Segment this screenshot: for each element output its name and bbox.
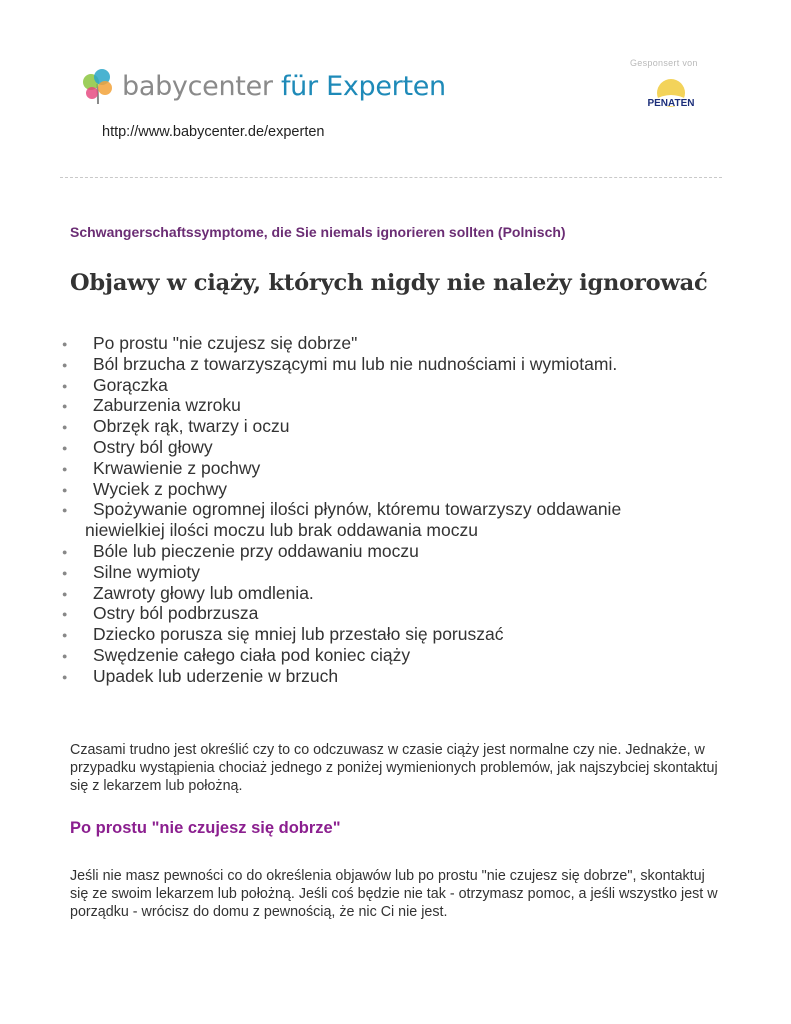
bullet-icon: ● [62, 359, 68, 370]
list-item-text: Spożywanie ogromnej ilości płynów, któremu towarzyszy oddawanie [93, 499, 622, 520]
list-item [60, 499, 700, 541]
list-item-text-continued: niewielkiej ilości moczu lub brak oddawania moczu [85, 520, 478, 541]
intro-paragraph: Czasami trudno jest określić czy to co odczuwasz w czasie ciąży jest normalne czy nie. Jednakże, w przypadku wystąpienia chociaż jednego z poniżej wymienionych problemów, jak najszybciej skontaktuj się z lekarzem lub położną. [70, 742, 718, 794]
list-item-text: Po prostu "nie czujesz się dobrze" [93, 333, 358, 353]
list-item-text: Upadek lub uderzenie w brzuch [93, 665, 339, 686]
section-heading: Po prostu "nie czujesz się dobrze" [70, 819, 341, 837]
bullet-icon: ● [62, 609, 68, 620]
sponsor-label: Gesponsert von [630, 58, 698, 68]
list-item [60, 333, 700, 354]
list-item [60, 458, 700, 479]
bullet-icon: ● [62, 484, 68, 495]
list-item [60, 603, 700, 624]
list-item [60, 395, 700, 416]
logo-word-baby: baby [122, 70, 188, 102]
header-divider [60, 177, 722, 178]
tree-logo-icon [80, 66, 116, 106]
bullet-icon: ● [62, 630, 68, 641]
logo-word-experten: für Experten [272, 70, 446, 102]
list-item-text: Swędzenie całego ciała pod koniec ciąży [93, 644, 411, 665]
list-item [60, 583, 700, 604]
bullet-icon: ● [62, 442, 68, 453]
list-item [60, 479, 700, 500]
bullet-icon: ● [62, 546, 68, 557]
list-item-text: Ból brzucha z towarzyszącymi mu lub nie nudnościami i wymiotami. [93, 353, 618, 374]
list-item-text: Krwawienie z pochwy [93, 457, 261, 478]
list-item [60, 416, 700, 437]
symptom-list [60, 333, 700, 687]
list-item-text: Bóle lub pieczenie przy oddawaniu moczu [93, 540, 419, 561]
sponsor-logo-text: PENATEN [647, 98, 695, 109]
list-item-text: Zaburzenia wzroku [93, 395, 241, 416]
list-item-text: Silne wymioty [93, 561, 200, 582]
list-item-text: Obrzęk rąk, twarzy i oczu [93, 416, 290, 437]
list-item-text: Zawroty głowy lub omdlenia. [93, 582, 314, 603]
bullet-icon: ● [62, 422, 68, 433]
bullet-icon: ● [62, 567, 68, 578]
bullet-icon: ● [62, 463, 68, 474]
list-item-text: Ostry ból podbrzusza [93, 603, 259, 624]
bullet-icon: ● [62, 380, 68, 391]
bullet-icon: ● [62, 588, 68, 599]
list-item [60, 354, 700, 375]
bullet-icon: ● [62, 671, 68, 682]
site-url-link[interactable]: http://www.babycenter.de/experten [102, 124, 325, 140]
logo-word-center: center [187, 70, 273, 102]
list-item [60, 541, 700, 562]
list-item-text: Dziecko porusza się mniej lub przestało się poruszać [93, 624, 504, 645]
bullet-icon: ● [62, 339, 68, 349]
section-paragraph: Jeśli nie masz pewności co do określenia objawów lub po prostu "nie czujesz się dobrze", skontaktuj się ze swoim lekarzem lub położną. Jeśli coś będzie nie tak - otrzymasz pomoc, a jeśli wszystko jest w porządku - wrócisz do domu z pewnością, że nic Ci nie jest. [70, 868, 718, 920]
list-item-text: Wyciek z pochwy [93, 478, 228, 499]
list-item [60, 645, 700, 666]
list-item-text: Ostry ból głowy [93, 436, 213, 457]
article-subtitle: Schwangerschaftssymptome, die Sie niemals ignorieren sollten (Polnisch) [70, 224, 566, 240]
list-item-text: Gorączka [93, 374, 168, 395]
bullet-icon: ● [62, 505, 68, 516]
article-title: Objawy w ciąży, których nigdy nie należy ignorować [70, 270, 708, 296]
list-item [60, 562, 700, 583]
babycenter-logo[interactable] [80, 66, 446, 106]
list-item [60, 624, 700, 645]
list-item [60, 437, 700, 458]
bullet-icon: ● [62, 650, 68, 661]
list-item [60, 375, 700, 396]
bullet-icon: ● [62, 401, 68, 412]
logo-wordmark [122, 70, 446, 102]
list-item [60, 666, 700, 687]
penaten-sponsor-logo[interactable] [645, 76, 697, 112]
